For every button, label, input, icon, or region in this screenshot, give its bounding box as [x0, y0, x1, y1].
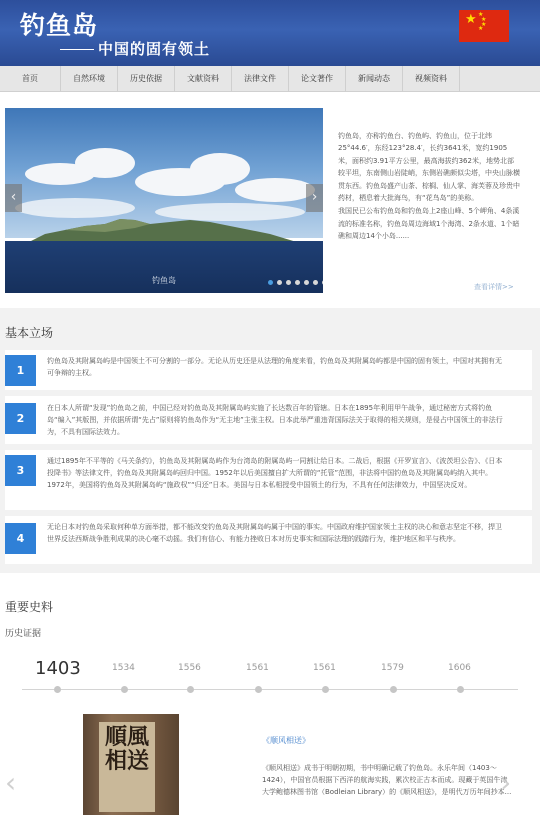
slider-dot[interactable]	[286, 280, 291, 285]
book-cover-label: 順風相送	[99, 722, 155, 812]
intro-paragraph: 我国民已公布钓鱼岛和钓鱼岛上2座山峰、5个岬角、4条溪流的标准名称，钓鱼岛周边海域1个海湾、2条水道、1个暗礁和周边14个小岛......	[338, 207, 520, 241]
nav-item-video[interactable]: 视频资料	[403, 66, 460, 92]
nav-item-papers[interactable]: 论文著作	[289, 66, 346, 92]
hero-prev-button[interactable]: ‹	[5, 184, 22, 212]
hero-slider	[5, 108, 323, 293]
site-header	[0, 0, 540, 66]
nav-item-home[interactable]: 首页	[0, 66, 61, 92]
stance-number: 3	[5, 455, 36, 486]
flag-small-star-icon: ★	[478, 25, 484, 32]
history-subtitle: 历史证据	[5, 629, 42, 639]
nav-item-history[interactable]: 历史依据	[118, 66, 175, 92]
timeline-dot[interactable]	[54, 686, 61, 693]
nav-item-nature[interactable]: 自然环境	[61, 66, 118, 92]
book-cover-image	[83, 714, 179, 815]
stance-card	[5, 350, 532, 390]
slider-dot[interactable]	[313, 280, 318, 285]
book-title-link[interactable]: 《顺风相送》	[262, 736, 310, 745]
timeline-year[interactable]: 1561	[246, 663, 269, 673]
history-prev-arrow-icon[interactable]: ‹	[5, 766, 17, 799]
stance-card	[5, 516, 532, 564]
book-description: 《顺风相送》成书于明朝初期，书中明确记载了钓鱼岛。永乐年间（1403～1424），中国官员根据下西洋的航海实践，累次校正古本而成。现藏于英国牛津大学鲍德林图书馆（Bodleian Library）的《顺风相送》，是明代万历年间抄本...	[262, 764, 512, 797]
timeline-year[interactable]: 1534	[112, 663, 135, 673]
subtitle-dash	[60, 49, 94, 50]
stance-text: 钓鱼岛及其附属岛屿是中国领土不可分割的一部分。无论从历史还是从法理的角度来看，钓鱼岛及其附属岛屿都是中国的固有领土，中国对其拥有无可争辩的主权。	[47, 357, 502, 378]
stance-number: 4	[5, 523, 36, 554]
hero-caption: 钓鱼岛	[152, 276, 176, 285]
timeline-year[interactable]: 1561	[313, 663, 336, 673]
stance-text: 在日本人所谓“发现”钓鱼岛之前，中国已经对钓鱼岛及其附属岛屿实施了长达数百年的管辖。日本在1895年利用甲午战争，通过秘密方式将钓鱼岛“编入”其版图，并依据所谓“先占”原则将钓鱼岛作为“无主地”主张主权。日本此举严重违背国际法关于取得的相关规则，是侵占中国领土的非法行为，不具有国际法效力。	[47, 404, 503, 437]
nav-item-documents[interactable]: 文献资料	[175, 66, 232, 92]
stance-card	[5, 396, 532, 444]
flag-small-star-icon: ★	[481, 16, 487, 23]
island-intro	[338, 130, 520, 244]
timeline-dot[interactable]	[255, 686, 262, 693]
timeline-year[interactable]: 1403	[35, 658, 81, 679]
slider-dot[interactable]	[277, 280, 282, 285]
stance-card	[5, 450, 532, 510]
stance-number: 2	[5, 403, 36, 434]
main-nav	[0, 66, 540, 92]
stance-text: 通过1895年不平等的《马关条约》，钓鱼岛及其附属岛屿作为台湾岛的附属岛屿一同割让给日本。二战后，根据《开罗宣言》、《波茨坦公告》、《日本投降书》等法律文件，钓鱼岛及其附属岛屿回归中国。1952年以后美国擅自扩大所谓的“托管”范围，非法将中国钓鱼岛及其附属岛屿纳入其中。1972年，美国将钓鱼岛及其附属岛屿“施政权”“归还”日本。美国与日本私相授受中国领土的行为，不具有任何法律效力，中国坚决反对。	[47, 457, 503, 490]
history-title: 重要史料	[5, 600, 54, 614]
read-more-link[interactable]: 查看详情>>	[474, 283, 514, 291]
nav-item-news[interactable]: 新闻动态	[346, 66, 403, 92]
timeline-dot[interactable]	[121, 686, 128, 693]
timeline-year[interactable]: 1606	[448, 663, 471, 673]
slider-dot[interactable]	[295, 280, 300, 285]
slider-dot[interactable]	[268, 280, 273, 285]
china-flag-icon	[459, 10, 509, 42]
timeline-dot[interactable]	[187, 686, 194, 693]
timeline-year[interactable]: 1556	[178, 663, 201, 673]
timeline-dot[interactable]	[390, 686, 397, 693]
flag-small-star-icon: ★	[478, 11, 484, 18]
stance-number: 1	[5, 355, 36, 386]
stance-title: 基本立场	[5, 326, 54, 340]
timeline-axis	[22, 689, 518, 690]
history-next-arrow-icon[interactable]: ›	[500, 766, 512, 799]
timeline-dot[interactable]	[322, 686, 329, 693]
nav-item-legal[interactable]: 法律文件	[232, 66, 289, 92]
hero-pagination	[268, 280, 323, 285]
intro-paragraph: 钓鱼岛，亦称钓鱼台、钓鱼屿、钓鱼山，位于北纬25°44.6′，东经123°28.4′，长约3641米，宽约1905米，面积约3.91平方公里，最高海拔约362米，地势北部较平坦，东南侧山岩陡峭，东侧岩礁颇似尖塔，中央山脉横贯东西。钓鱼岛盛产山茶、棕榈、仙人掌、海芙蓉及珍贵中药材，栖息着大批海鸟，有“花鸟岛”的美称。	[338, 132, 520, 203]
stance-text: 无论日本对钓鱼岛采取何种单方面举措，都不能改变钓鱼岛及其附属岛屿属于中国的事实。中国政府维护国家领土主权的决心和意志坚定不移，捍卫世界反法西斯战争胜利成果的决心毫不动摇。我们有信心、有能力挫败日本对历史事实和国际法理的践踏行为，维护地区和平与秩序。	[47, 523, 502, 544]
timeline-year[interactable]: 1579	[381, 663, 404, 673]
site-subtitle	[60, 38, 210, 59]
timeline-dot[interactable]	[457, 686, 464, 693]
hero-next-button[interactable]: ›	[306, 184, 323, 212]
slider-dot[interactable]	[322, 280, 323, 285]
slider-dot[interactable]	[304, 280, 309, 285]
flag-small-star-icon: ★	[481, 21, 487, 28]
flag-big-star-icon: ★	[465, 12, 477, 27]
site-title: 钓鱼岛	[20, 11, 99, 40]
site-subtitle-text: 中国的固有领土	[98, 40, 211, 58]
